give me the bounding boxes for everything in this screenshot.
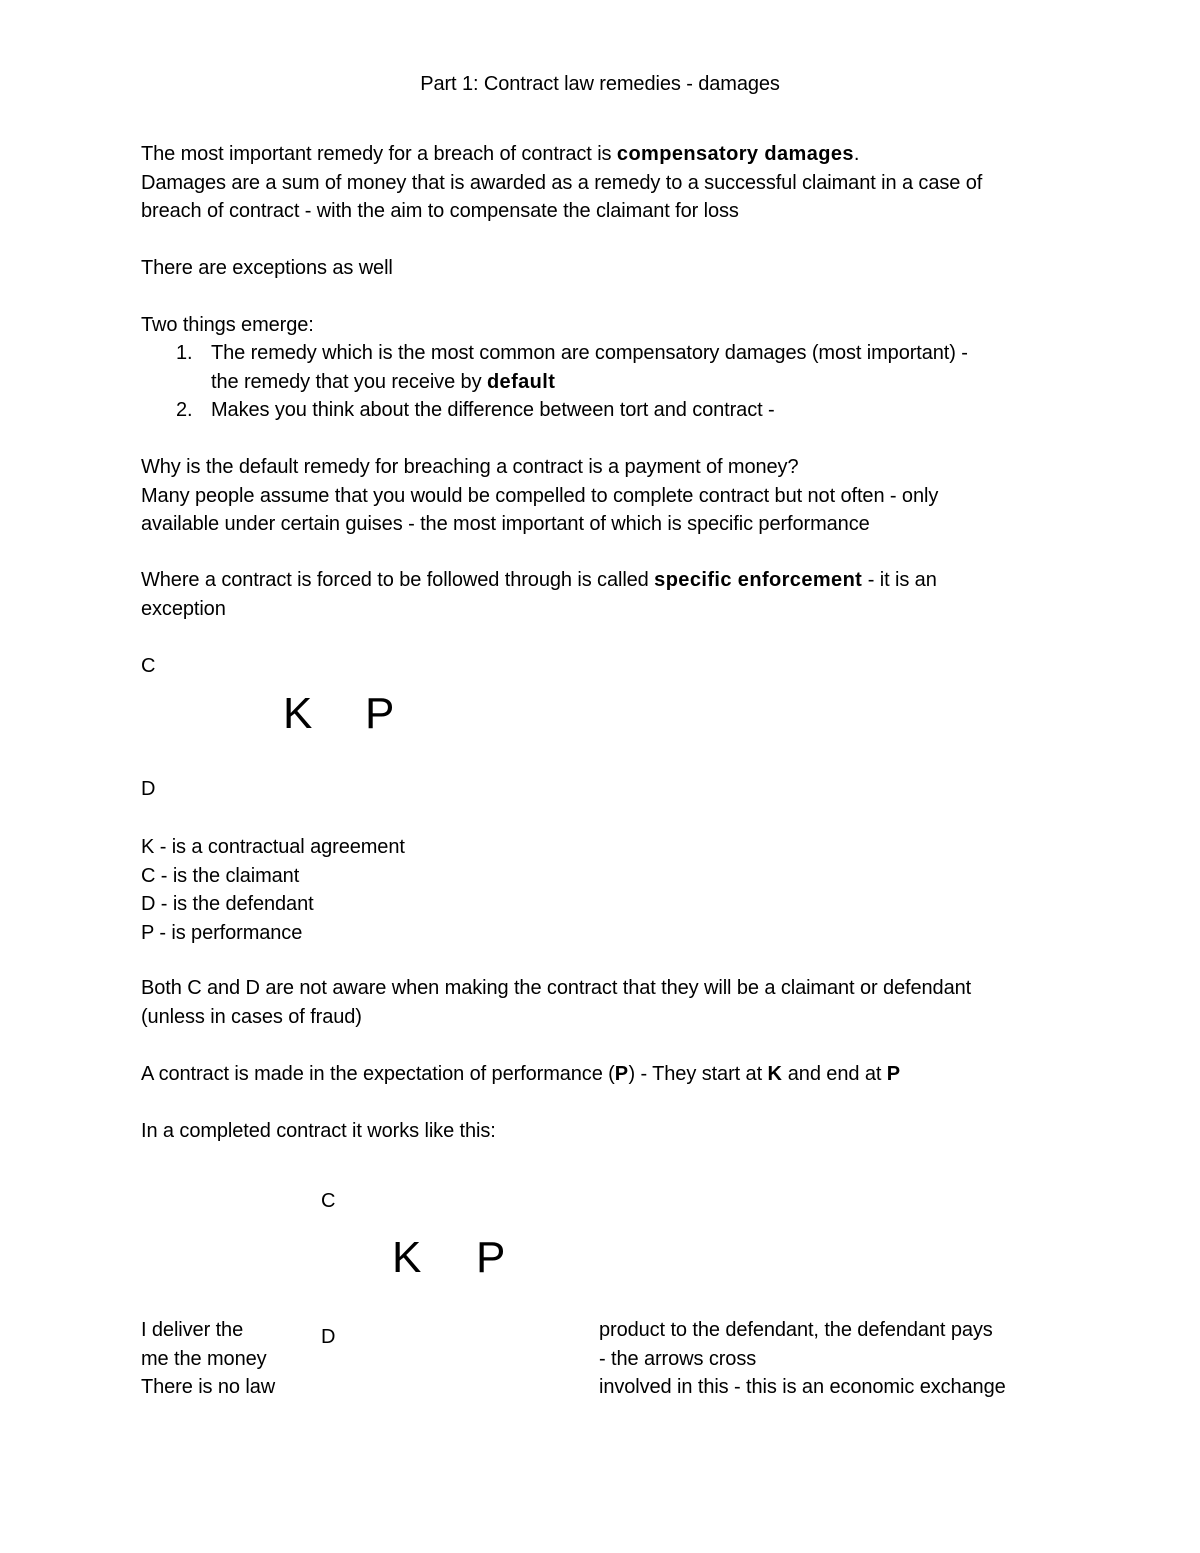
paragraph-two-things-intro: Two things emerge: (141, 314, 314, 336)
text-line: (unless in cases of fraud) (141, 1005, 362, 1028)
legend-item: D - is the defendant (141, 893, 314, 915)
bold-letter-p: P (886, 1063, 901, 1085)
diagram2-label-d: D (321, 1326, 336, 1348)
bottom-left-column (141, 1316, 275, 1402)
text-line: breach of contract - with the aim to compensate the claimant for loss (141, 200, 739, 222)
text-span: The most important remedy for a breach of contract is (141, 143, 617, 165)
text-line: - the arrows cross (599, 1347, 757, 1370)
bold-letter-k: K (767, 1063, 783, 1085)
diagram1-label-d: D (141, 778, 156, 800)
text-span: the remedy that you receive by (211, 370, 487, 393)
diagram1-label-p: P (365, 689, 395, 738)
legend-item: K - is a contractual agreement (141, 836, 405, 858)
text-line: product to the defendant, the defendant pays (599, 1319, 993, 1341)
paragraph-not-aware (141, 974, 1081, 1031)
text-line: Why is the default remedy for breaching a contract is a payment of money? (141, 456, 799, 478)
text-line: Both C and D are not aware when making the contract that they will be a claimant or defendant (141, 977, 972, 999)
diagram2-label-k: K (392, 1233, 422, 1282)
paragraph-damages-intro (141, 140, 1081, 226)
text-span: ) - They start at (628, 1063, 768, 1085)
list-number: 1. (176, 342, 193, 364)
text-line (141, 140, 1081, 169)
list-item-text: Makes you think about the difference between tort and contract - (211, 399, 775, 421)
text-line: exception (141, 597, 226, 620)
diagram1-label-k: K (283, 689, 313, 738)
text-line: available under certain guises - the most important of which is specific performance (141, 513, 870, 535)
diagram2-label-p: P (476, 1233, 506, 1282)
text-span: - it is an (862, 569, 937, 591)
legend-item: P - is performance (141, 921, 303, 944)
numbered-list (0, 339, 1200, 429)
text-line: Damages are a sum of money that is awarded as a remedy to a successful claimant in a case of (141, 171, 983, 194)
page-title: Part 1: Contract law remedies - damages (420, 73, 780, 95)
legend-item: C - is the claimant (141, 864, 300, 887)
diagram1-label-c: C (141, 655, 156, 677)
legend-list (141, 833, 1081, 947)
paragraph-exceptions: There are exceptions as well (141, 257, 393, 279)
text-line: There is no law (141, 1376, 276, 1398)
paragraph-specific-enforcement (141, 566, 1081, 623)
list-item-text (211, 368, 555, 397)
text-span: . (853, 143, 860, 165)
paragraph-expectation (141, 1060, 1081, 1089)
text-line: I deliver the (141, 1319, 244, 1341)
text-line: Many people assume that you would be compelled to complete contract but not often - only (141, 484, 939, 507)
list-number: 2. (176, 399, 193, 421)
text-span: Where a contract is forced to be followed through is called (141, 569, 655, 591)
bold-term-compensatory-damages: compensatory damages (616, 143, 854, 165)
paragraph-default-remedy (141, 453, 1081, 539)
bottom-right-column (599, 1316, 1006, 1402)
text-line: involved in this - this is an economic exchange (599, 1376, 1006, 1398)
text-line: me the money (141, 1347, 267, 1370)
list-item-text: The remedy which is the most common are compensatory damages (most important) - (211, 342, 968, 364)
text-span: and end at (782, 1063, 887, 1085)
bold-term-default: default (486, 370, 556, 393)
paragraph-completed-contract: In a completed contract it works like this: (141, 1120, 496, 1142)
bold-term-specific-enforcement: specific enforcement (654, 569, 863, 591)
diagram2-label-c: C (321, 1190, 336, 1212)
bold-letter-p: P (614, 1063, 629, 1085)
text-span: A contract is made in the expectation of performance ( (141, 1063, 615, 1085)
text-line (141, 566, 1081, 595)
